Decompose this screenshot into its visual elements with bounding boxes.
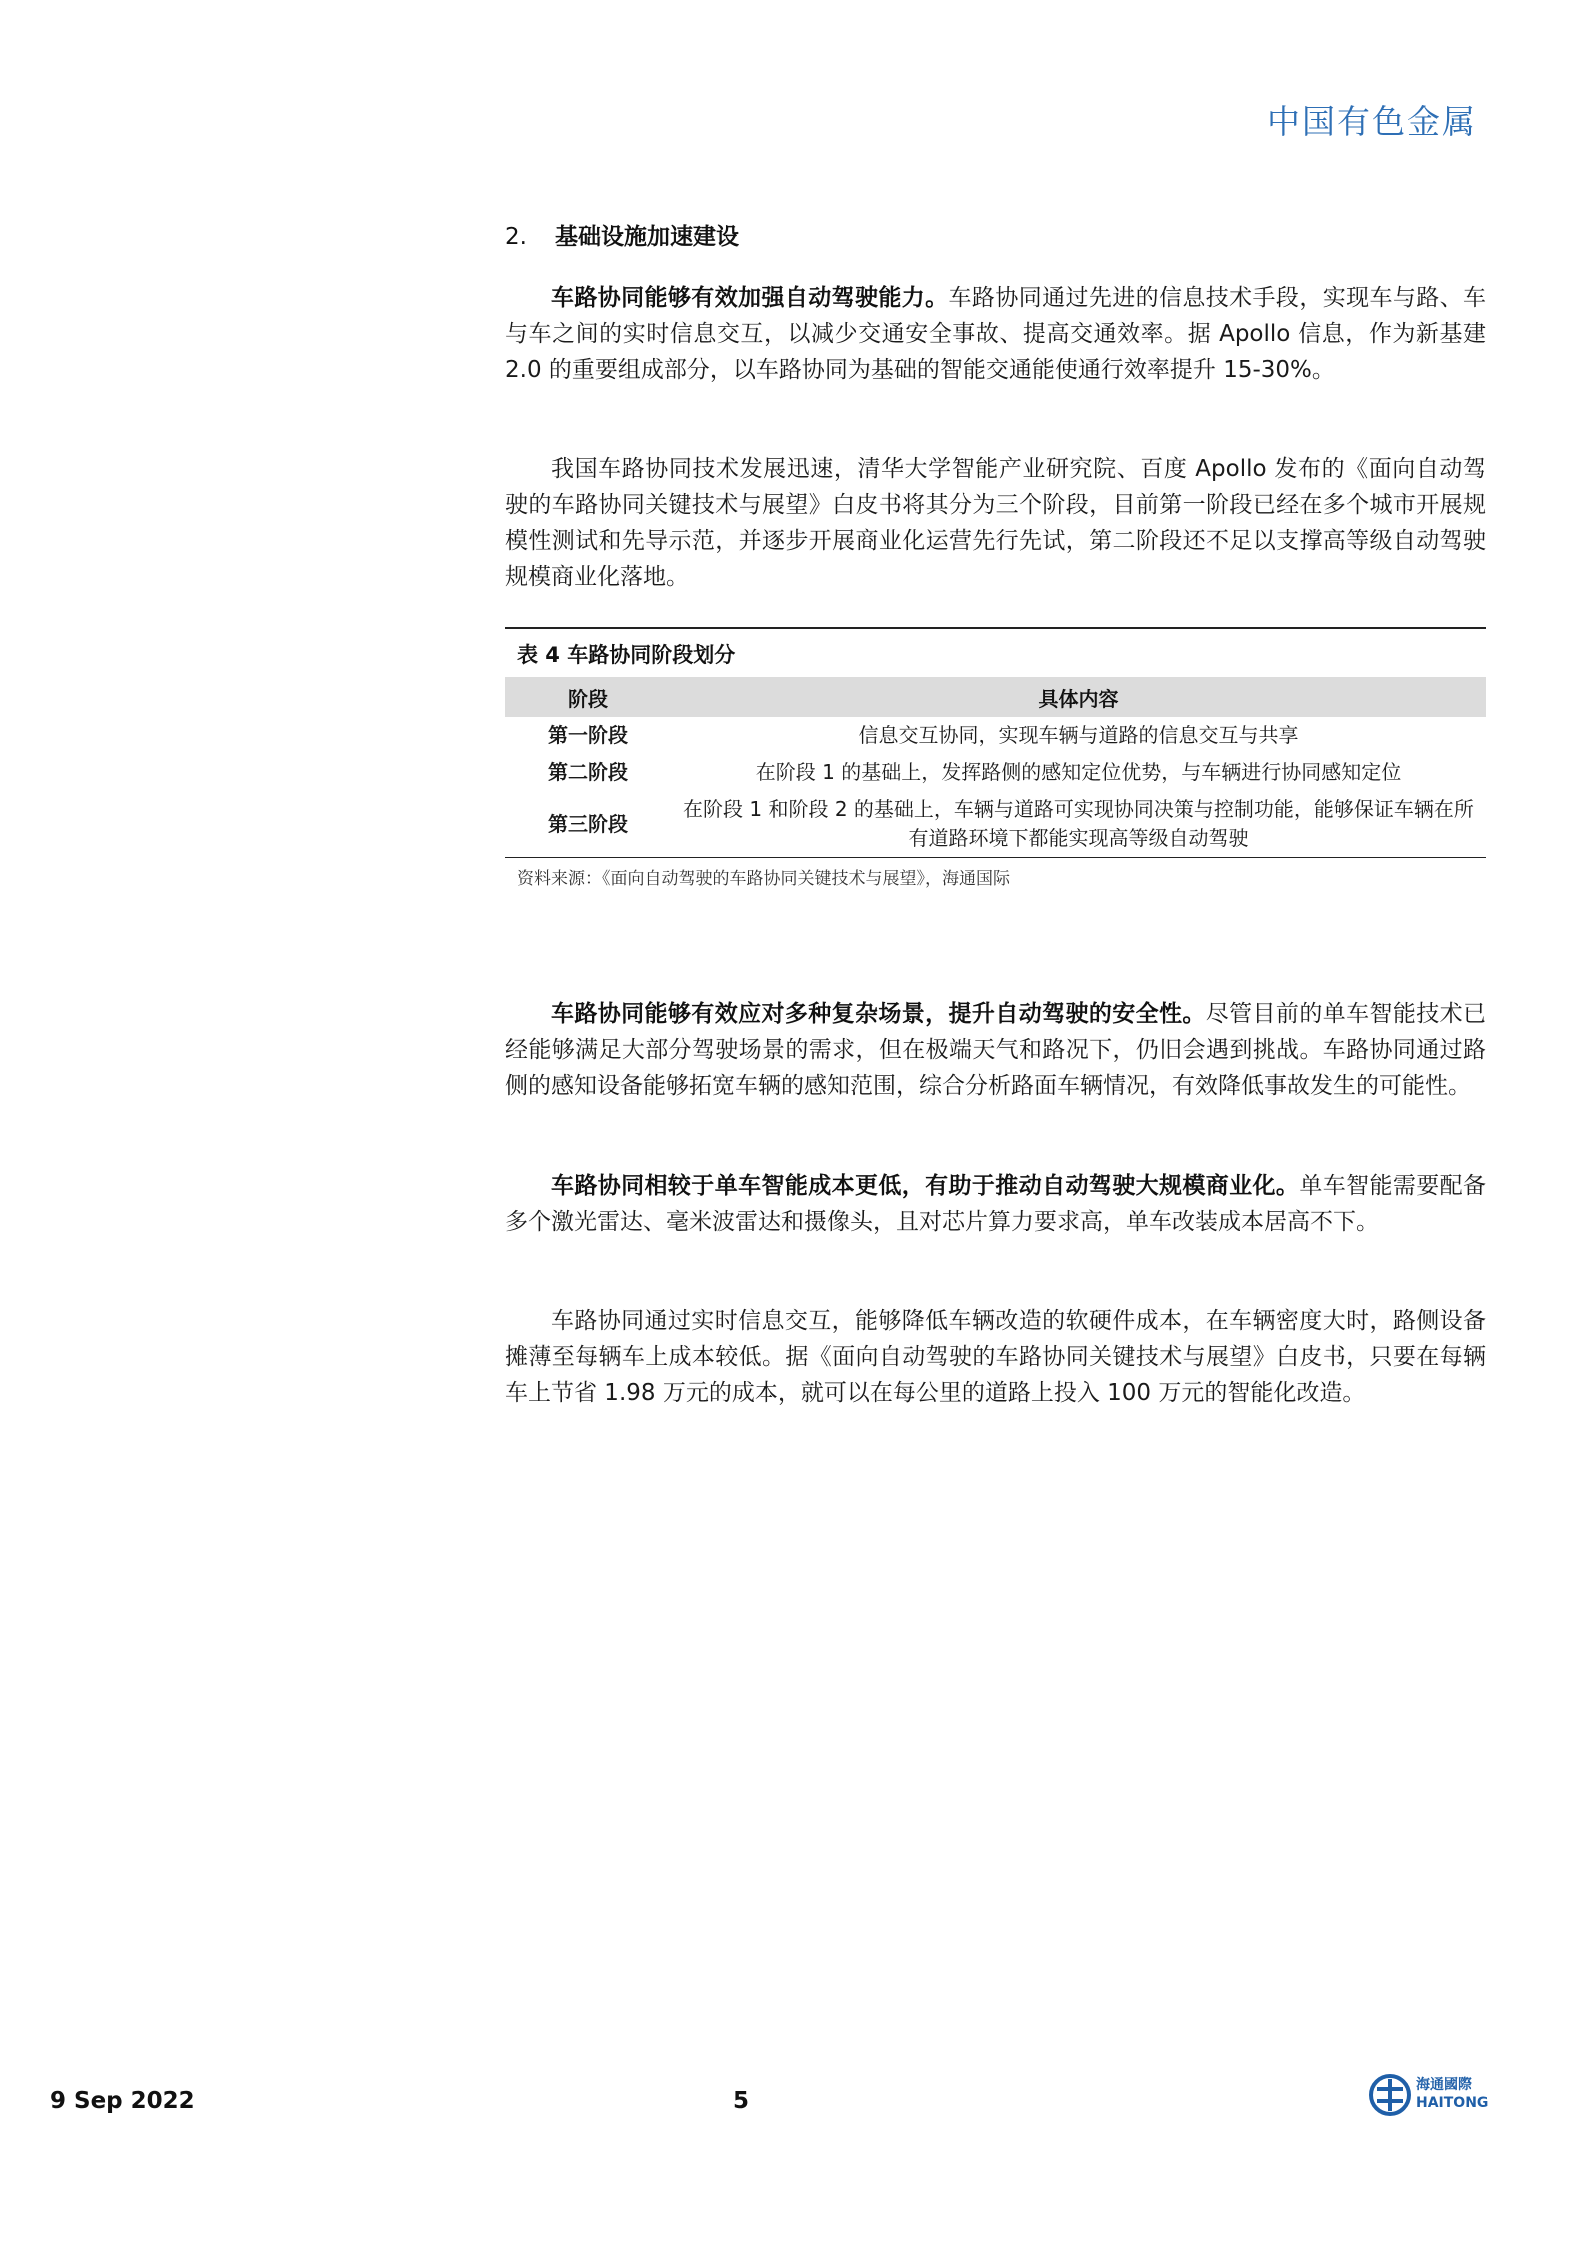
- table-header-stage: 阶段: [505, 677, 671, 717]
- paragraph-3: [505, 996, 1486, 1104]
- paragraph-4-body: 单车智能需要配备多个激光雷达、毫米波雷达和摄像头，且对芯片算力要求高，单车改装成本居高不下。: [505, 1173, 1487, 1235]
- logo-text-en: HAITONG: [1416, 2095, 1489, 2111]
- table-cell-content: 在阶段 1 和阶段 2 的基础上，车辆与道路可实现协同决策与控制功能，能够保证车辆在所有道路环境下都能实现高等级自动驾驶: [671, 791, 1486, 858]
- table-row: [505, 717, 1486, 754]
- haitong-logo-icon: [1368, 2073, 1412, 2117]
- paragraph-1-lead: 车路协同能够有效加强自动驾驶能力。: [551, 285, 949, 311]
- table-cell-content: 信息交互协同，实现车辆与道路的信息交互与共享: [858, 723, 1299, 747]
- table-header-row: [505, 677, 1486, 717]
- table-cell-stage: 第一阶段: [548, 723, 628, 747]
- haitong-logo: [1368, 2070, 1488, 2120]
- logo-text-cn: 海通國際: [1416, 2077, 1472, 2093]
- header-brand: 中国有色金属: [1267, 102, 1477, 141]
- paragraph-2: [505, 451, 1486, 595]
- table-row: [505, 791, 1486, 858]
- table-source: 资料来源：《面向自动驾驶的车路协同关键技术与展望》，海通国际: [517, 869, 1010, 889]
- paragraph-4-lead: 车路协同相较于单车智能成本更低，有助于推动自动驾驶大规模商业化。: [551, 1173, 1300, 1199]
- section-number: 2.: [505, 224, 527, 250]
- paragraph-5: [505, 1303, 1486, 1411]
- paragraph-5-body: 车路协同通过实时信息交互，能够降低车辆改造的软硬件成本，在车辆密度大时，路侧设备摊薄至每辆车上成本较低。据《面向自动驾驶的车路协同关键技术与展望》白皮书，只要在每辆车上节省 1.98 万元的成本，就可以在每公里的道路上投入 100 万元的智能化改造。: [505, 1308, 1486, 1406]
- table-cell-content: 在阶段 1 的基础上，发挥路侧的感知定位优势，与车辆进行协同感知定位: [755, 760, 1402, 784]
- stage-table: [505, 627, 1486, 895]
- paragraph-4: [505, 1168, 1486, 1240]
- section-title: 基础设施加速建设: [554, 224, 739, 250]
- table-row: [505, 754, 1486, 791]
- page-number: 5: [733, 2088, 750, 2114]
- paragraph-1-body: 车路协同通过先进的信息技术手段，实现车与路、车与车之间的实时信息交互，以减少交通安全事故、提高交通效率。据 Apollo 信息，作为新基建 2.0 的重要组成部分，以车路协同为基础的智能交通能使通行效率提升 15-30%。: [505, 285, 1487, 383]
- stage-table-grid: [505, 677, 1486, 858]
- paragraph-2-body: 我国车路协同技术发展迅速，清华大学智能产业研究院、百度 Apollo 发布的《面向自动驾驶的车路协同关键技术与展望》白皮书将其分为三个阶段，目前第一阶段已经在多个城市开展规模性测试和先导示范，并逐步开展商业化运营先行先试，第二阶段还不足以支撑高等级自动驾驶规模商业化落地。: [505, 456, 1486, 590]
- table-title: 表 4 车路协同阶段划分: [505, 627, 1486, 677]
- paragraph-1: [505, 280, 1486, 388]
- paragraph-3-body: 尽管目前的单车智能技术已经能够满足大部分驾驶场景的需求，但在极端天气和路况下，仍旧会遇到挑战。车路协同通过路侧的感知设备能够拓宽车辆的感知范围，综合分析路面车辆情况，有效降低事故发生的可能性。: [505, 1001, 1487, 1099]
- section-heading: [505, 218, 739, 251]
- table-cell-stage: 第二阶段: [548, 760, 628, 784]
- footer-date: 9 Sep 2022: [50, 2088, 195, 2114]
- logo-text: [1416, 2076, 1488, 2112]
- paragraph-3-lead: 车路协同能够有效应对多种复杂场景，提升自动驾驶的安全性。: [551, 1001, 1206, 1027]
- table-header-content: 具体内容: [671, 677, 1486, 717]
- table-cell-stage: 第三阶段: [505, 791, 671, 858]
